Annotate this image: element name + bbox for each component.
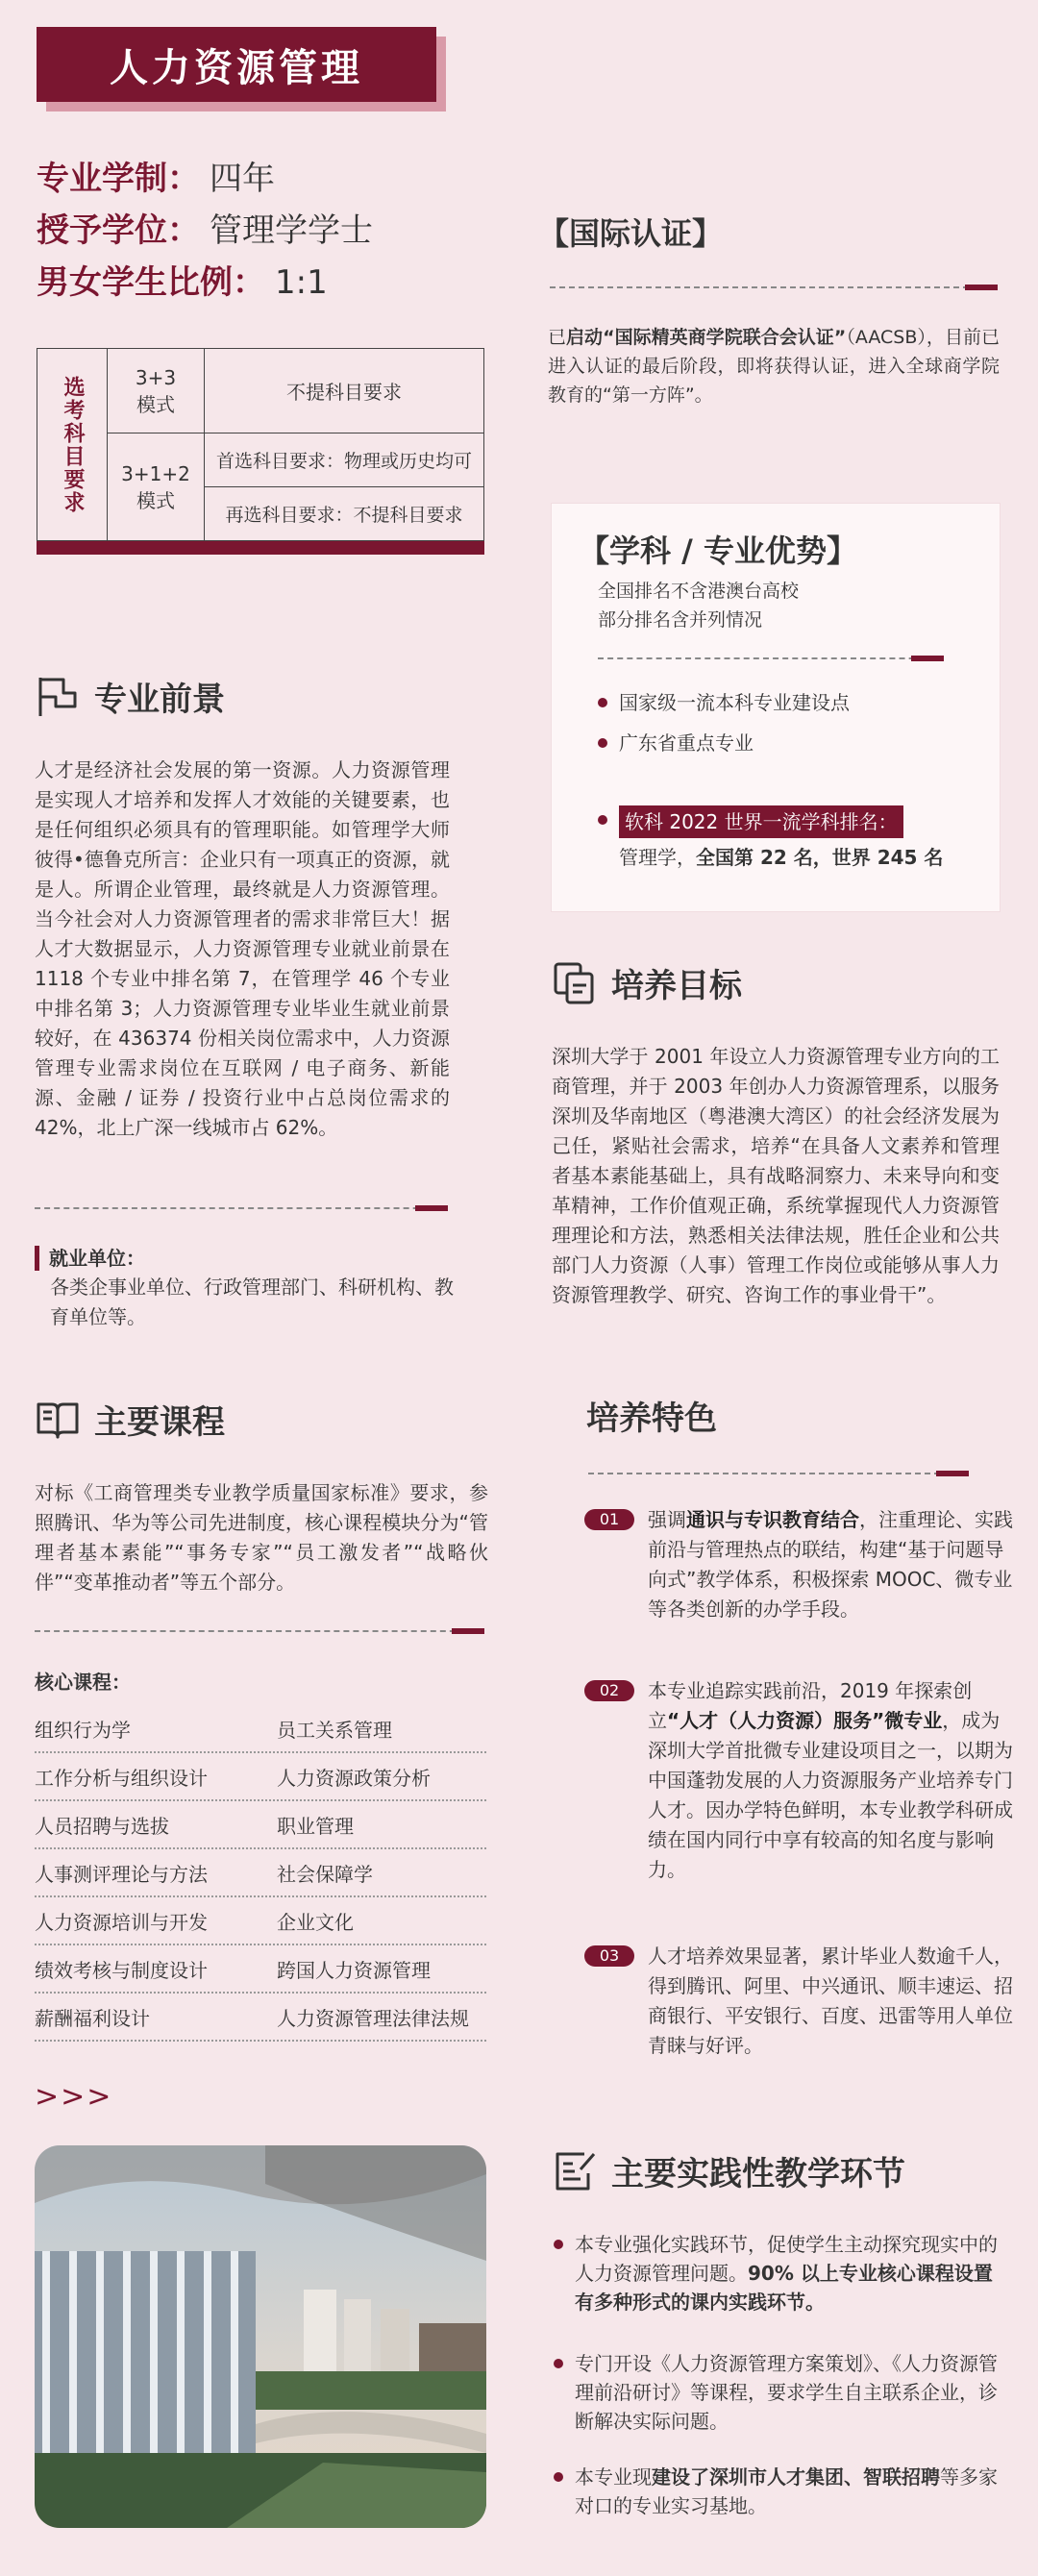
course-name: 组织行为学 [35,1719,131,1742]
course-name: 职业管理 [277,1815,354,1838]
employment-text: 各类企事业单位、行政管理部门、科研机构、教育单位等。 [50,1276,454,1328]
intl-bold-text: 启动“国际精英商学院联合会认证” [566,327,847,348]
intl-heading: 【国际认证】 [538,215,724,252]
advantage-note-1: 全国排名不含港澳台高校 [598,581,800,602]
course-row [35,1799,486,1849]
degree-label: 授予学位： [37,211,200,250]
mode-3-3-requirement: 不提科目要求 [205,349,484,433]
employment-label: 就业单位： [35,1246,472,1271]
checklist-icon [552,2148,598,2194]
arrows-decoration: >>> [35,2080,113,2114]
feature-item: 03 人才培养效果显著，累计毕业人数逾千人，得到腾讯、阿里、中兴通讯、顺丰速运、招商银行、平安银行、百度、迅雷等用人单位青睐与好评。 [584,1942,1017,2061]
system-value: 四年 [210,160,275,198]
core-courses-label: 核心课程： [35,1671,131,1694]
advantage-card [552,504,1000,911]
page-title: 人力资源管理 [37,27,436,102]
goal-heading [552,959,742,1006]
advantage-heading: 【学科 / 专业优势】 [579,533,857,569]
first-choice-requirement: 首选科目要求：物理或历史均可 [205,433,484,487]
system-label: 专业学制： [37,160,200,198]
prospect-title: 专业前景 [94,681,225,719]
prospect-divider [35,1207,448,1209]
goal-body: 深圳大学于 2001 年设立人力资源管理专业方向的工商管理，并于 2003 年创办人力资源管理系，以服务深圳及华南地区（粤港澳大湾区）的社会经济发展为己任，紧贴社会需求，培养“在具备人文素养和管理者基本素能基础上，具有战略洞察力、未来导向和变革精神，工作价值观正确，系统掌握现代人力资源管理理论和方法，熟悉相关法律法规，胜任企业和公共部门人力资源（人事）管理工作岗位或能够从事人力资源管理教学、研究、咨询工作的事业骨干”。 [552,1045,1000,1306]
prospect-heading [35,673,225,720]
prospect-body: 人才是经济社会发展的第一资源。人力资源管理是实现人才培养和发挥人才效能的关键要素，也是任何组织必须具有的管理职能。如管理学大师彼得•德鲁克所言：企业只有一项真正的资源，就是人。所谓企业管理，最终就是人力资源管理。当今社会对人力资源管理者的需求非常巨大！据人才大数据显示，人力资源管理专业就业前景在 1118 个专业中排名第 7，在管理学 46 个专业中排名第 3；人力资源管理专业毕业生就业前景较好，在 436374 份相关岗位需求中，人力资源管理专业需求岗位在互联网 / 电子商务、新能源、金融 / 证券 / 投资行业中占总岗位需求的 42%，北上广深一线城市占 62%。 [35,758,450,1139]
feature-number: 03 [584,1945,634,1967]
advantage-divider [598,657,944,659]
course-name: 薪酬福利设计 [35,2007,150,2030]
advantage-rank [598,805,903,838]
requirement-side-label: 选考科目要求 [37,349,108,541]
courses-divider [35,1630,484,1632]
campus-photo [35,2145,486,2528]
second-choice-requirement: 再选科目要求：不提科目要求 [205,487,484,541]
intl-body: 已启动“国际精英商学院联合会认证”（AACSB），目前已进入认证的最后阶段，即将获得认证，进入全球商学院教育的“第一方阵”。 [548,327,1000,406]
course-row [35,1751,486,1801]
info-ratio [37,256,328,303]
practice-title: 主要实践性教学环节 [611,2155,905,2193]
course-name: 工作分析与组织设计 [35,1767,208,1790]
course-row [35,1895,486,1945]
advantage-item: 广东省重点专业 [598,729,754,757]
course-name: 社会保障学 [277,1863,373,1886]
course-row [35,1944,486,1994]
course-name: 人员招聘与选拔 [35,1815,169,1838]
courses-title: 主要课程 [94,1403,225,1442]
course-name: 人事测评理论与方法 [35,1863,208,1886]
docs-icon [552,960,598,1006]
mode-3-1-2: 3+1+2 模式 [108,433,205,541]
features-divider [588,1473,969,1474]
course-name: 人力资源管理法律法规 [277,2007,469,2030]
course-name: 人力资源政策分析 [277,1767,431,1790]
subject-requirement-table [37,348,484,555]
degree-value: 管理学学士 [210,211,373,250]
course-name: 绩效考核与制度设计 [35,1959,208,1982]
info-degree [37,204,373,251]
goal-title: 培养目标 [611,967,742,1005]
feature-item: 01 强调通识与专识教育结合，注重理论、实践前沿与管理热点的联结，构建“基于问题导向式”教学体系，积极探索 MOOC、微专业等各类创新的办学手段。 [584,1505,1017,1624]
course-row [35,1703,486,1753]
title-banner [37,27,440,110]
book-icon [35,1397,81,1443]
info-system [37,152,275,199]
rank-value: 管理学，全国第 22 名，世界 245 名 [619,846,944,869]
ratio-label: 男女学生比例： [37,263,265,302]
course-name: 跨国人力资源管理 [277,1959,431,1982]
practice-item: 本专业强化实践环节，促使学生主动探究现实中的人力资源管理问题。90% 以上专业核心课程设置有多种形式的课内实践环节。 [554,2230,1005,2316]
course-name: 员工关系管理 [277,1719,392,1742]
feature-item: 02 本专业追踪实践前沿，2019 年探索创立“人才（人力资源）服务”微专业，成为深圳大学首批微专业建设项目之一，以期为中国蓬勃发展的人力资源服务产业培养专门人才。因办学特色鲜明，本专业教学科研成绩在国内同行中享有较高的知名度与影响力。 [584,1676,1017,1885]
feature-number: 02 [584,1680,634,1701]
course-row [35,1992,486,2042]
courses-heading [35,1396,225,1443]
flag-icon [35,674,81,720]
table-bottom-bar [37,541,484,555]
practice-heading [552,2147,905,2194]
rank-label: 软科 2022 世界一流学科排名： [619,805,903,838]
courses-body: 对标《工商管理类专业教学质量国家标准》要求，参照腾讯、华为等公司先进制度，核心课程模块分为“管理者基本素能”“事务专家”“员工激发者”“战略伙伴”“变革推动者”等五个部分。 [35,1481,488,1594]
course-name: 企业文化 [277,1911,354,1934]
intl-divider [550,286,998,288]
practice-item: 专门开设《人力资源管理方案策划》、《人力资源管理前沿研讨》等课程，要求学生自主联系企业，诊断解决实际问题。 [554,2349,1005,2436]
advantage-item: 国家级一流本科专业建设点 [598,688,850,717]
mode-3-3: 3+3 模式 [108,349,205,433]
practice-item: 本专业现建设了深圳市人才集团、智联招聘等多家对口的专业实习基地。 [554,2463,1005,2520]
course-name: 人力资源培训与开发 [35,1911,208,1934]
feature-number: 01 [584,1509,634,1530]
ratio-value: 1:1 [275,263,328,302]
features-heading: 培养特色 [586,1399,717,1438]
advantage-note [598,577,799,634]
course-row [35,1847,486,1897]
advantage-note-2: 部分排名含并列情况 [598,609,763,631]
